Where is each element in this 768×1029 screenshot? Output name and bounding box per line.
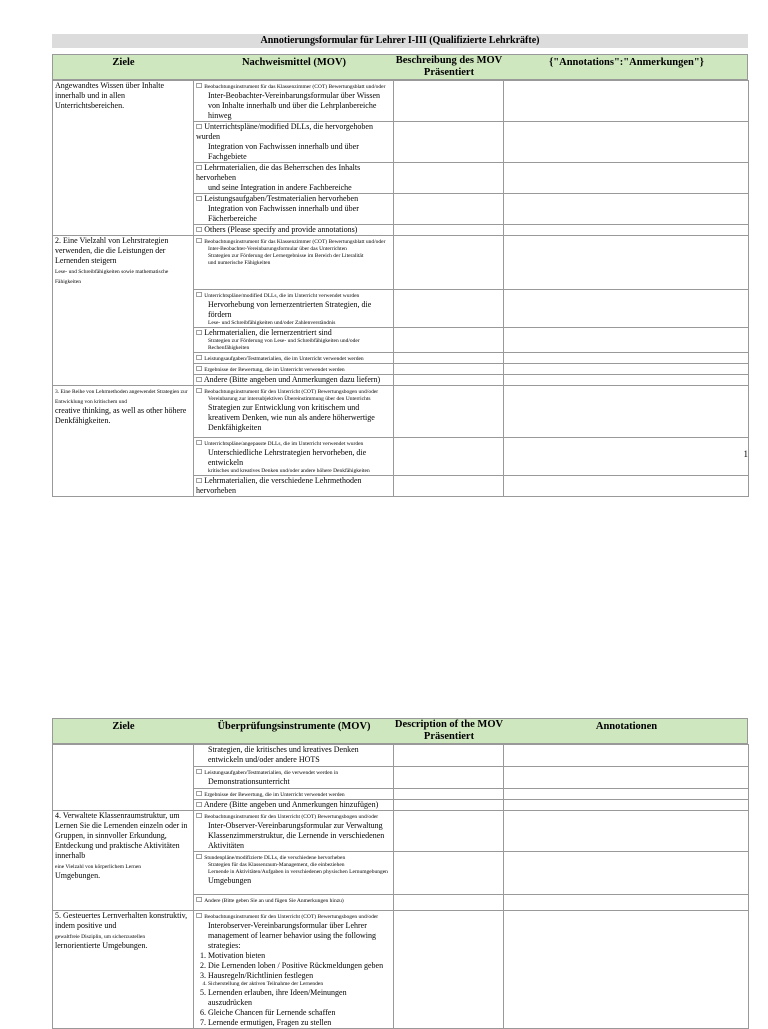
description-cell[interactable] [394,194,504,225]
table-row: ☐ Leistungsaufgaben/Testmaterialien, die verwendet werden in Demonstrationsunterricht [53,767,749,789]
description-cell[interactable] [394,745,504,767]
table-row: 5. Gesteuertes Lernverhalten konstruktiv, indem positive und gewaltfreie Disziplin, um sicherzustellen lernorientierte Umgebungen. ☐ Beobachtungsinstrument für den Unterricht (COT) Bewertungsbogen und/oder Interobserver-Vereinbarungsformular über Lehrer management of learner behavior using the following strategies: 1. Motivation bieten 2. Die Lernenden loben / Positive Rückmeldungen geben 3. Hausregeln/Richtlinien festlegen 4. Sicherstellung der aktiven Teilnahme der Lernenden 5. Lernenden erlauben, ihre Ideen/Meinungen auszudrücken 6. Gleiche Chancen für Lernende schaffen 7. Lernende ermutigen, Fragen zu stellen [53,911,749,1029]
annotation-cell[interactable] [504,364,749,375]
annotation-cell[interactable] [504,852,749,895]
header-mov: Überprüfungsinstrumente (MOV) [217,721,371,732]
description-cell[interactable] [394,895,504,911]
table-row: ☐ Others (Please specify and provide annotations) [53,225,749,236]
list-item: 7. Lernende ermutigen, Fragen zu stellen [208,1018,391,1028]
goal-3: 3. Eine Reihe von Lehrmethoden angewendet Strategien zur Entwicklung von kritischem und creative thinking, as well as other höhere Denkfähigkeiten. [53,386,194,497]
description-cell[interactable] [394,911,504,1029]
table-row: 3. Eine Reihe von Lehrmethoden angewendet Strategien zur Entwicklung von kritischem und creative thinking, as well as other höhere Denkfähigkeiten. ☐ Beobachtungsinstrument für den Unterricht (COT) Bewertungsbogen und/oder Vereinbarung zur intersubjektiven Übereinstimmung über den Unterrichts Strategien zur Entwicklung von kritischem und kreativem Denken, wie nun als andere höherwertige Denkfähigkeiten [53,386,749,438]
description-cell[interactable] [394,353,504,364]
table-row: ☐ Lehrmaterialien, die lernerzentriert sind Strategien zur Förderung von Lese- und Schreibfähigkeiten und/oder Rechenfähigkeiten [53,328,749,353]
annotation-cell[interactable] [504,163,749,194]
description-cell[interactable] [394,236,504,290]
annotation-cell[interactable] [504,895,749,911]
list-item: 2. Die Lernenden loben / Positive Rückmeldungen geben [208,961,391,971]
table-row: ☐ Andere (Bitte geben Sie an und fügen Sie Anmerkungen hinzu) [53,895,749,911]
description-cell[interactable] [394,852,504,895]
description-cell[interactable] [394,375,504,386]
table-row: Angewandtes Wissen über Inhalte innerhalb und in allen Unterrichtsbereichen. ☐ Beobachtungsinstrument für das Klassenzimmer (COT) Bewertungsblatt und/oder Inter-Beobachter-Vereinbarungsformular über Wissen von Inhalte innerhalb und über die Lehrplanbereiche hinweg [53,81,749,122]
header-description: Beschreibung des MOV Präsentiert [395,55,503,78]
goal-3-continued [53,745,194,811]
list-item: 5. Lernenden erlauben, ihre Ideen/Meinungen auszudrücken [208,988,391,1008]
annotation-cell[interactable] [504,375,749,386]
table-row: ☐ Leistungsaufgaben/Testmaterialien hervorheben Integration von Fachwissen innerhalb und über Fächerbereiche [53,194,749,225]
annotation-cell[interactable] [504,745,749,767]
table-header [52,718,748,744]
goal-2: 2. Eine Vielzahl von Lehrstrategien verwenden, die die Leistungen der Lernenden steigern Lese- und Schreibfähigkeiten sowie mathematische Fähigkeiten [53,236,194,386]
table-row: ☐ Andere (Bitte angeben und Anmerkungen dazu liefern) [53,375,749,386]
list-item: 4. Sicherstellung der aktiven Teilnahme der Lernenden [208,981,391,988]
description-cell[interactable] [394,122,504,163]
description-cell[interactable] [394,290,504,328]
annotation-cell[interactable] [504,290,749,328]
list-item: 6. Gleiche Chancen für Lernende schaffen [208,1008,391,1018]
annotation-cell[interactable] [504,789,749,800]
form-table-page1 [52,80,749,497]
description-cell[interactable] [394,476,504,497]
goal-5: 5. Gesteuertes Lernverhalten konstruktiv, indem positive und gewaltfreie Disziplin, um sicherzustellen lernorientierte Umgebungen. [53,911,194,1029]
table-row: ☐ Lehrmaterialien, die verschiedene Lehrmethoden hervorheben [53,476,749,497]
description-cell[interactable] [394,328,504,353]
annotation-cell[interactable] [504,122,749,163]
header-goals: Ziele [112,721,135,732]
table-row: ☐ Lehrmaterialien, die das Beherrschen des Inhalts hervorheben und seine Integration in andere Fachbereiche [53,163,749,194]
description-cell[interactable] [394,386,504,438]
list-item: 1. Motivation bieten [208,951,391,961]
description-cell[interactable] [394,364,504,375]
annotation-cell[interactable] [504,386,749,438]
header-description: Description of the MOV Präsentiert [394,719,504,742]
annotation-cell[interactable] [504,81,749,122]
document-title: Annotierungsformular für Lehrer I-III (Qualifizierte Lehrkräfte) [52,34,748,48]
header-annotations: Annotationen [595,721,658,732]
annotation-cell[interactable] [504,911,749,1029]
annotation-cell[interactable] [504,353,749,364]
annotation-cell[interactable] [504,800,749,811]
annotation-cell[interactable] [504,438,749,476]
header-annotations: {"Annotations":"Anmerkungen"} [549,57,704,68]
table-row: Strategien, die kritisches und kreatives Denken entwickeln und/oder andere HOTS [53,745,749,767]
table-row: ☐ Leistungsaufgaben/Testmaterialien, die im Unterricht verwendet werden [53,353,749,364]
annotation-cell[interactable] [504,811,749,852]
annotation-cell[interactable] [504,328,749,353]
header-goals: Ziele [112,57,135,68]
description-cell[interactable] [394,789,504,800]
table-row: ☐ Ergebnisse der Bewertung, die im Unterricht verwendet werden [53,364,749,375]
goal-1: Angewandtes Wissen über Inhalte innerhalb und in allen Unterrichtsbereichen. [53,81,194,236]
description-cell[interactable] [394,438,504,476]
description-cell[interactable] [394,225,504,236]
description-cell[interactable] [394,811,504,852]
annotation-cell[interactable] [504,476,749,497]
page-number: 1 [743,449,748,459]
table-row: 2. Eine Vielzahl von Lehrstrategien verwenden, die die Leistungen der Lernenden steigern Lese- und Schreibfähigkeiten sowie mathematische Fähigkeiten ☐ Beobachtungsinstrument für das Klassenzimmer (COT) Bewertungsblatt und/oder Inter-Beobachter-Vereinbarungsformular über das Unterrichten Strategien zur Förderung der Lernergebnisse im Bereich der Literalität und numerische Fähigkeiten [53,236,749,290]
strategy-list [196,951,391,1028]
annotation-cell[interactable] [504,225,749,236]
goal-4: 4. Verwaltete Klassenraumstruktur, um Lernen Sie die Lernenden einzeln oder in Gruppen, in sinnvoller Erkundung, Entdeckung und praktische Aktivitäten innerhalb eine Vielzahl von körperlichem Lernen Umgebungen. [53,811,194,911]
table-row: ☐ Andere (Bitte angeben und Anmerkungen hinzufügen) [53,800,749,811]
description-cell[interactable] [394,81,504,122]
form-table-page2 [52,744,749,1029]
table-row: ☐ Unterrichtspläne/modified DLLs, die hervorgehoben wurden Integration von Fachwissen innerhalb und über Fachgebiete [53,122,749,163]
description-cell[interactable] [394,767,504,789]
table-row: ☐ Unterrichtspläne/modified DLLs, die im Unterricht verwendet wurden Hervorhebung von lernerzentrierten Strategien, die fördern Lese- und Schreibfähigkeiten und/oder Zahlenverständnis [53,290,749,328]
list-item: 3. Hausregeln/Richtlinien festlegen [208,971,391,981]
table-header [52,54,748,80]
table-row: ☐ Stundenpläne/modifizierte DLLs, die verschiedene hervorheben Strategien für das Klassenraum-Management, die einbeziehen Lernende in Aktivitäten/Aufgaben in verschiedenen physischen Lernumgebungen Umgebungen [53,852,749,895]
description-cell[interactable] [394,163,504,194]
header-mov: Nachweismittel (MOV) [241,57,347,68]
annotation-cell[interactable] [504,767,749,789]
description-cell[interactable] [394,800,504,811]
table-row: ☐ Ergebnisse der Bewertung, die im Unterricht verwendet werden [53,789,749,800]
table-row: ☐ Unterrichtspläne/angepasste DLLs, die im Unterricht verwendet wurden Unterschiedliche Lehrstrategien hervorheben, die entwickeln kritisches und kreatives Denken und/oder andere höhere Denkfähigkeiten [53,438,749,476]
annotation-cell[interactable] [504,236,749,290]
annotation-cell[interactable] [504,194,749,225]
table-row: 4. Verwaltete Klassenraumstruktur, um Lernen Sie die Lernenden einzeln oder in Gruppen, in sinnvoller Erkundung, Entdeckung und praktische Aktivitäten innerhalb eine Vielzahl von körperlichem Lernen Umgebungen. ☐ Beobachtungsinstrument für den Unterricht (COT) Bewertungsbogen und/oder Inter-Observer-Vereinbarungsformular zur Verwaltung Klassenzimmerstruktur, die Lernende in verschiedenen Aktivitäten [53,811,749,852]
